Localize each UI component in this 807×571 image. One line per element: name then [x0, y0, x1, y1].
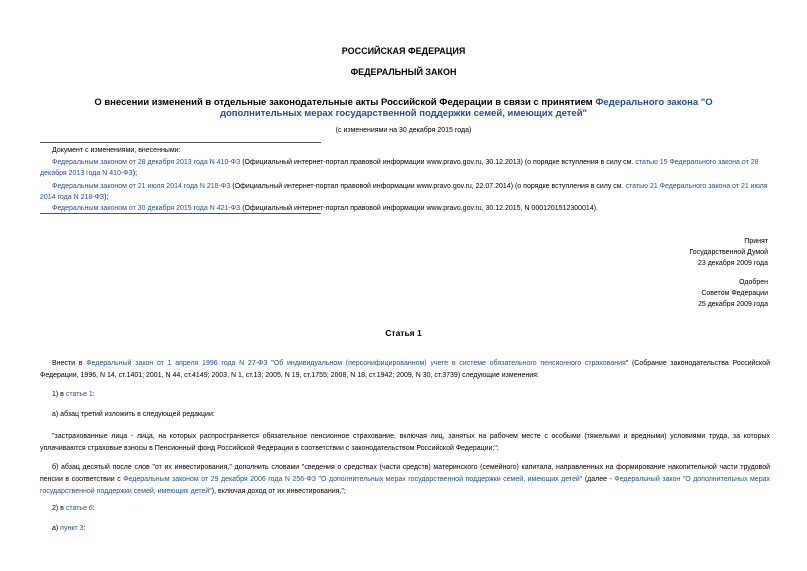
approval-label: Одобрен [739, 279, 768, 286]
law-256fz-short-link[interactable]: Федеральный закон "О дополнительных мерах государственной поддержки семей, имеющих детей" [40, 476, 770, 495]
adoption-date: 23 декабря 2009 года [697, 260, 768, 267]
law-27fz-title-link[interactable]: Об индивидуальном (персонифицированном) учете в системе обязательного пенсионного страхования [273, 360, 626, 367]
approval-body: Советом Федерации [701, 290, 768, 297]
change-item-1-link2[interactable]: статью 15 Федерального закона от 28 декабря 2013 года N 410-ФЗ [40, 159, 759, 177]
law-title-link[interactable]: Федерального закона "О дополнительных мерах государственной поддержки семей, имеющих детей" [219, 97, 713, 119]
approval-council [698, 277, 768, 310]
change-item-3-link[interactable]: Федеральным законом от 30 декабря 2015 года N 421-ФЗ [52, 205, 241, 212]
article-item-2a: а) пункт 3: [52, 525, 86, 532]
change-item-2: Федеральным законом от 21 июля 2014 года N 218-ФЗ (Официальный интернет-портал правовой информации www.pravo.gov.ru, 22.07.2014) (о порядке вступления в силу см. статью 21 Федерального закона от 21 июля 2014 года N 218-ФЗ); [40, 183, 768, 201]
point-3-link[interactable]: пункт 3 [60, 525, 84, 532]
change-item-2-link[interactable]: Федеральным законом от 21 июля 2014 года N 218-ФЗ [52, 183, 231, 190]
country-heading: РОССИЙСКАЯ ФЕДЕРАЦИЯ [341, 46, 466, 56]
law-256fz-link[interactable]: Федеральным законом от 29 декабря 2006 года N 256-ФЗ "О дополнительных мерах государственной поддержки семей, имеющих детей" [123, 476, 583, 483]
change-item-2-link2[interactable]: статью 21 Федерального закона от 21 июля 2014 года N 218-ФЗ [40, 183, 768, 201]
approval-date: 25 декабря 2009 года [697, 301, 768, 308]
changes-intro: Документ с изменениями, внесенными: [52, 147, 181, 154]
divider-bottom [40, 213, 321, 214]
change-item-3: Федеральным законом от 30 декабря 2015 года N 421-ФЗ (Официальный интернет-портал правовой информации www.pravo.gov.ru, 30.12.2015, N 0001201512300014). [52, 205, 598, 212]
law-title [0, 97, 807, 119]
article-quote: "застрахованные лица - лица, на которых распространяется обязательное пенсионное страхование, включая лиц, занятых на рабочем месте с особыми (тяжелыми и вредными) условиями труда, за которых уплачиваются страховые взносы в Пенсионный фонд Российской Федерации в соответствии с законодательством Российской Федерации;"; [40, 433, 770, 452]
adoption-label: Принят [744, 238, 768, 245]
article-heading: Статья 1 [385, 328, 422, 338]
adoption-duma [689, 236, 768, 269]
law-27fz-link[interactable]: Федеральный закон от 1 апреля 1996 года N 27-ФЗ [86, 360, 268, 367]
law-title-text: О внесении изменений в отдельные законодательные акты Российской Федерации в связи с принятием [94, 97, 596, 108]
divider-top [40, 142, 321, 143]
doc-type-heading: ФЕДЕРАЛЬНЫЙ ЗАКОН [350, 67, 457, 77]
article-6-link[interactable]: статье 6 [65, 505, 93, 512]
revision-note: (с изменениями на 30 декабря 2015 года) [335, 127, 472, 134]
changes-block [40, 145, 770, 215]
change-item-1-link[interactable]: Федеральным законом от 28 декабря 2013 года N 410-ФЗ [52, 159, 241, 166]
adoption-body: Государственной Думой [689, 249, 768, 256]
article-item-1: 1) в статье 1: [52, 391, 95, 398]
article-paragraph-1: Внести в Федеральный закон от 1 апреля 1996 года N 27-ФЗ "Об индивидуальном (персонифицированном) учете в системе обязательного пенсионного страхования" (Собрание законодательства Российской Федерации, 1996, N 14, ст.1401; 2001, N 44, ст.4149; 2003, N 1, ст.13; 2005, N 19, ст.1755; 2008, N 18, ст.1942; 2009, N 30, ст.3739) следующие изменения: [40, 360, 770, 379]
article-item-2: 2) в статье 6: [52, 505, 95, 512]
change-item-1: Федеральным законом от 28 декабря 2013 года N 410-ФЗ (Официальный интернет-портал правовой информации www.pravo.gov.ru, 30.12.2013) (о порядке вступления в силу см. статью 15 Федерального закона от 28 декабря 2013 года N 410-ФЗ); [40, 159, 759, 177]
article-item-1b: б) абзац десятый после слов "от их инвестирования," дополнить словами "сведения о средствах (части средств) материнского (семейного) капитала, направленных на формирование накопительной части трудовой пенсии в соответствии с Федеральным законом от 29 декабря 2006 года N 256-ФЗ "О дополнительных мерах государственной поддержки семей, имеющих детей" (далее - Федеральный закон "О дополнительных мерах государственной поддержки семей, имеющих детей"), включая доход от их инвестирования,"; [40, 464, 770, 495]
article-item-1a: а) абзац третий изложить в следующей редакции: [52, 411, 215, 418]
article-1-link[interactable]: статье 1 [65, 391, 93, 398]
